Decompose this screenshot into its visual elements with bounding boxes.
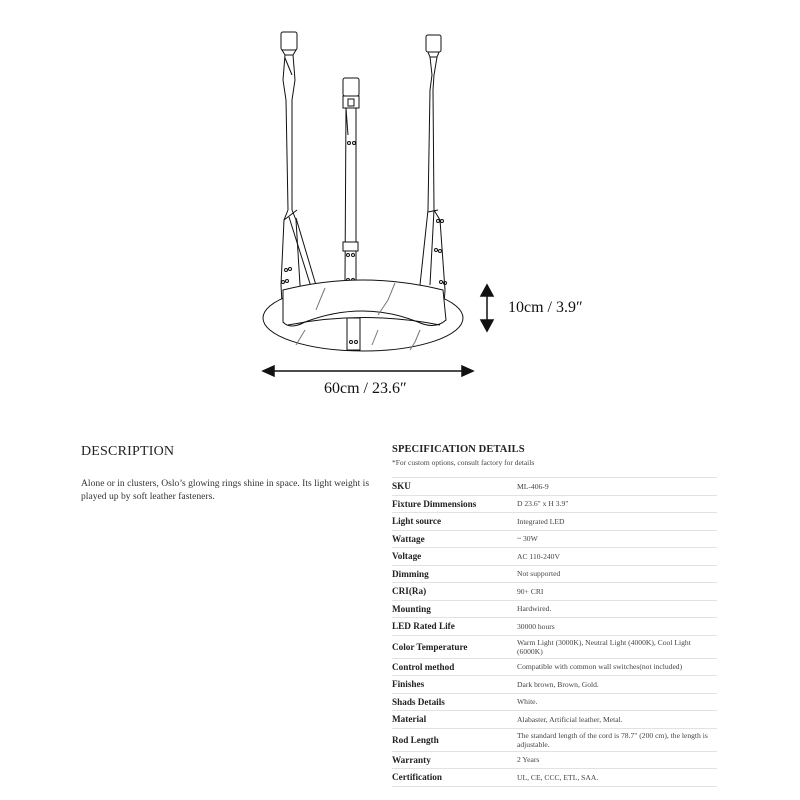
spec-row (392, 769, 717, 787)
specification-section (392, 444, 717, 787)
spec-value: Alabaster, Artificial leather, Metal. (517, 711, 717, 729)
spec-key: Wattage (392, 530, 517, 548)
spec-key: Rod Length (392, 728, 517, 751)
spec-row (392, 658, 717, 676)
spec-row (392, 478, 717, 496)
spec-key: Shads Details (392, 693, 517, 711)
description-title: DESCRIPTION (81, 444, 175, 459)
spec-row (392, 530, 717, 548)
description-text: Alone or in clusters, Oslo’s glowing rings shine in space. Its light weight is played up by soft leather fasteners. (81, 478, 370, 502)
spec-row (392, 635, 717, 658)
spec-row (392, 676, 717, 694)
spec-value: UL, CE, CCC, ETL, SAA. (517, 769, 717, 787)
spec-key: Warranty (392, 751, 517, 769)
height-dimension-arrow-icon (481, 285, 493, 331)
right-strap-icon (420, 57, 447, 320)
spec-value: Compatible with common wall switches(not included) (517, 658, 717, 676)
spec-row (392, 728, 717, 751)
spec-key: Material (392, 711, 517, 729)
width-dimension-arrow-icon (263, 366, 473, 376)
spec-row (392, 711, 717, 729)
spec-key: Color Temperature (392, 635, 517, 658)
spec-value: AC 110-240V (517, 548, 717, 566)
spec-row (392, 600, 717, 618)
specification-note: *For custom options, consult factory for details (392, 458, 535, 467)
alabaster-ring-icon (263, 280, 463, 351)
spec-key: Finishes (392, 676, 517, 694)
center-strap-icon (343, 108, 358, 282)
spec-key: Certification (392, 769, 517, 787)
left-canopy-icon (281, 32, 297, 55)
description-section (81, 444, 371, 503)
spec-value: 90+ CRI (517, 583, 717, 601)
spec-key: SKU (392, 478, 517, 496)
spec-value: The standard length of the cord is 78.7" (200 cm), the length is adjustable. (517, 728, 717, 751)
spec-value: Hardwired. (517, 600, 717, 618)
spec-key: Control method (392, 658, 517, 676)
spec-key: LED Rated Life (392, 618, 517, 636)
spec-key: Light source (392, 513, 517, 531)
spec-value: 30000 hours (517, 618, 717, 636)
specification-table (392, 477, 717, 787)
width-dimension-label: 60cm / 23.6″ (324, 380, 407, 397)
spec-key: Voltage (392, 548, 517, 566)
spec-value: ~ 30W (517, 530, 717, 548)
left-strap-icon (281, 55, 318, 320)
specification-title: SPECIFICATION DETAILS (392, 444, 525, 455)
spec-value: Not supported (517, 565, 717, 583)
spec-row (392, 565, 717, 583)
right-canopy-icon (426, 35, 441, 57)
spec-row (392, 693, 717, 711)
spec-row (392, 495, 717, 513)
spec-value: Dark brown, Brown, Gold. (517, 676, 717, 694)
spec-value: White. (517, 693, 717, 711)
spec-key: Dimming (392, 565, 517, 583)
spec-row (392, 548, 717, 566)
spec-value: D 23.6" x H 3.9" (517, 495, 717, 513)
spec-value: ML-406-9 (517, 478, 717, 496)
spec-key: Fixture Dimmensions (392, 495, 517, 513)
spec-row (392, 583, 717, 601)
spec-value: Integrated LED (517, 513, 717, 531)
spec-row (392, 513, 717, 531)
spec-row (392, 751, 717, 769)
center-canopy-icon (343, 78, 359, 108)
spec-row (392, 618, 717, 636)
spec-value: 2 Years (517, 751, 717, 769)
height-dimension-label: 10cm / 3.9″ (508, 299, 583, 316)
spec-value: Warm Light (3000K), Neutral Light (4000K), Cool Light (6000K) (517, 635, 717, 658)
spec-key: CRI(Ra) (392, 583, 517, 601)
spec-key: Mounting (392, 600, 517, 618)
